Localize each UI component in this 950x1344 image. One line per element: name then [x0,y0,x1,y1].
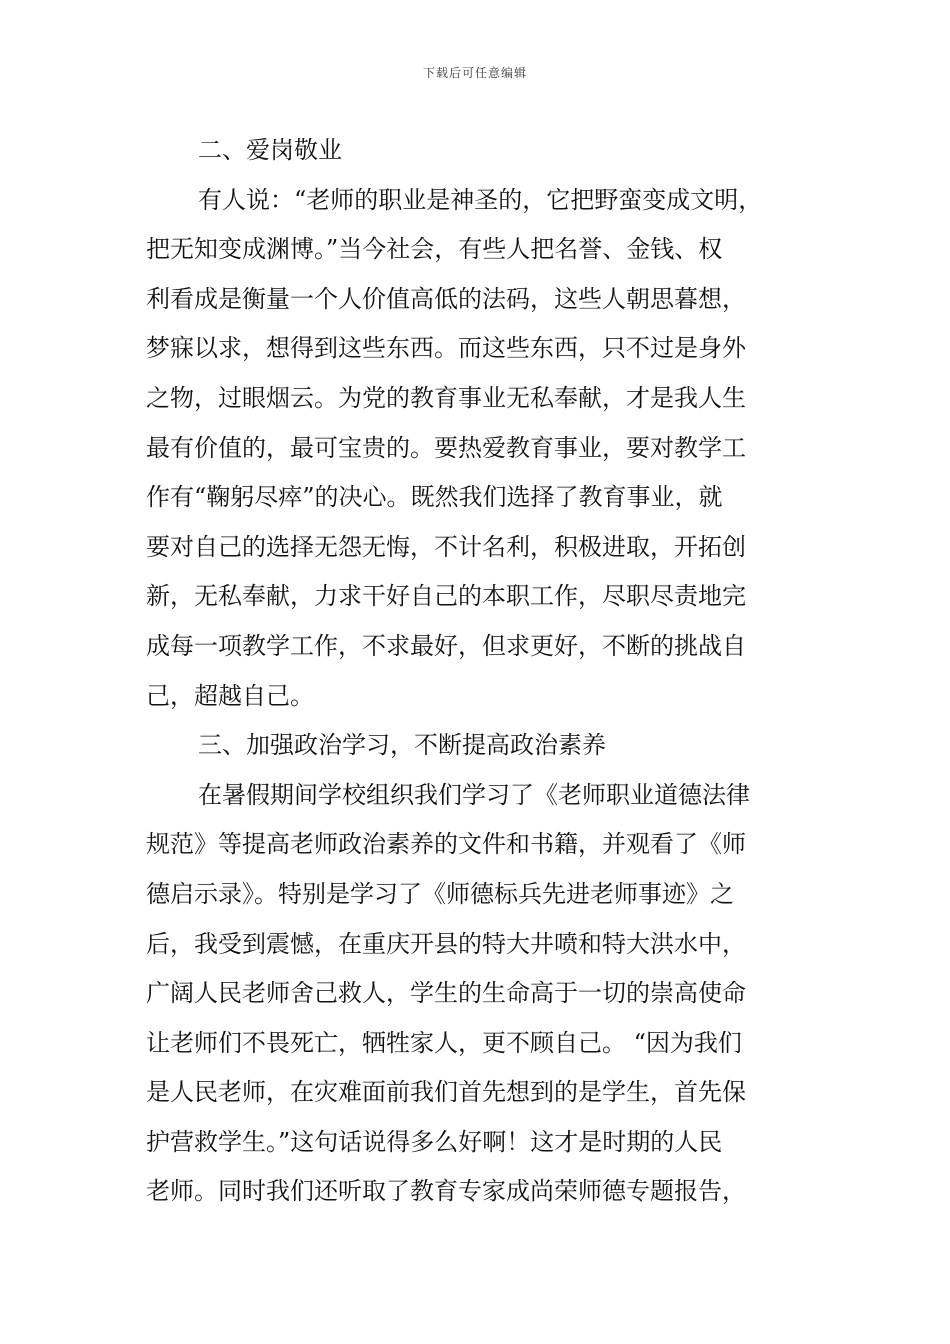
paragraph-line: 之物，过眼烟云。为党的教育事业无私奉献，才是我人生 [146,383,746,412]
paragraph-line: 利看成是衡量一个人价值高低的法码，这些人朝思暮想， [146,284,746,313]
paragraph-line: 有人说：“老师的职业是神圣的，它把野蛮变成文明， [198,185,763,214]
section-heading-2: 二、爱岗敬业 [198,136,342,164]
paragraph-line: 让老师们不畏死亡，牺牲家人，更不顾自己。 “因为我们 [146,1028,742,1057]
paragraph-line: 把无知变成渊博。”当今社会，有些人把名誉、金钱、权 [146,235,723,264]
paragraph-line: 作有“鞠躬尽瘁”的决心。既然我们选择了教育事业，就 [146,483,723,512]
paragraph-line: 是人民老师，在灾难面前我们首先想到的是学生，首先保 [146,1078,746,1107]
paragraph-line: 老师。同时我们还听取了教育专家成尚荣师德专题报告， [146,1177,746,1206]
paragraph-line: 后，我受到震憾，在重庆开县的特大井喷和特大洪水中， [146,929,746,958]
paragraph-line: 成每一项教学工作，不求最好，但求更好，不断的挑战自 [146,631,746,660]
section-heading-3: 三、加强政治学习，不断提高政治素养 [198,731,606,760]
paragraph-line: 广阔人民老师舍己救人，学生的生命高于一切的崇高使命 [146,979,746,1008]
page-header: 下载后可任意编辑 [422,66,527,80]
paragraph-line: 要对自己的选择无怨无悔，不计名利，积极进取，开拓创 [146,532,746,561]
paragraph-line: 最有价值的，最可宝贵的。要热爱教育事业，要对教学工 [146,433,746,462]
paragraph-line: 护营救学生。”这句话说得多么好啊！这才是时期的人民 [146,1127,723,1156]
paragraph-line: 规范》等提高老师政治素养的文件和书籍，并观看了《师 [146,830,746,859]
paragraph-line: 己，超越自己。 [146,681,314,710]
paragraph-line: 德启示录》。特别是学习了《师德标兵先进老师事迹》之 [146,879,734,908]
paragraph-line: 梦寐以求，想得到这些东西。而这些东西，只不过是身外 [146,334,746,363]
paragraph-line: 新，无私奉献，力求干好自己的本职工作，尽职尽责地完 [146,582,746,611]
document-body [146,126,810,1217]
paragraph-line: 在暑假期间学校组织我们学习了《老师职业道德法律 [198,780,750,809]
